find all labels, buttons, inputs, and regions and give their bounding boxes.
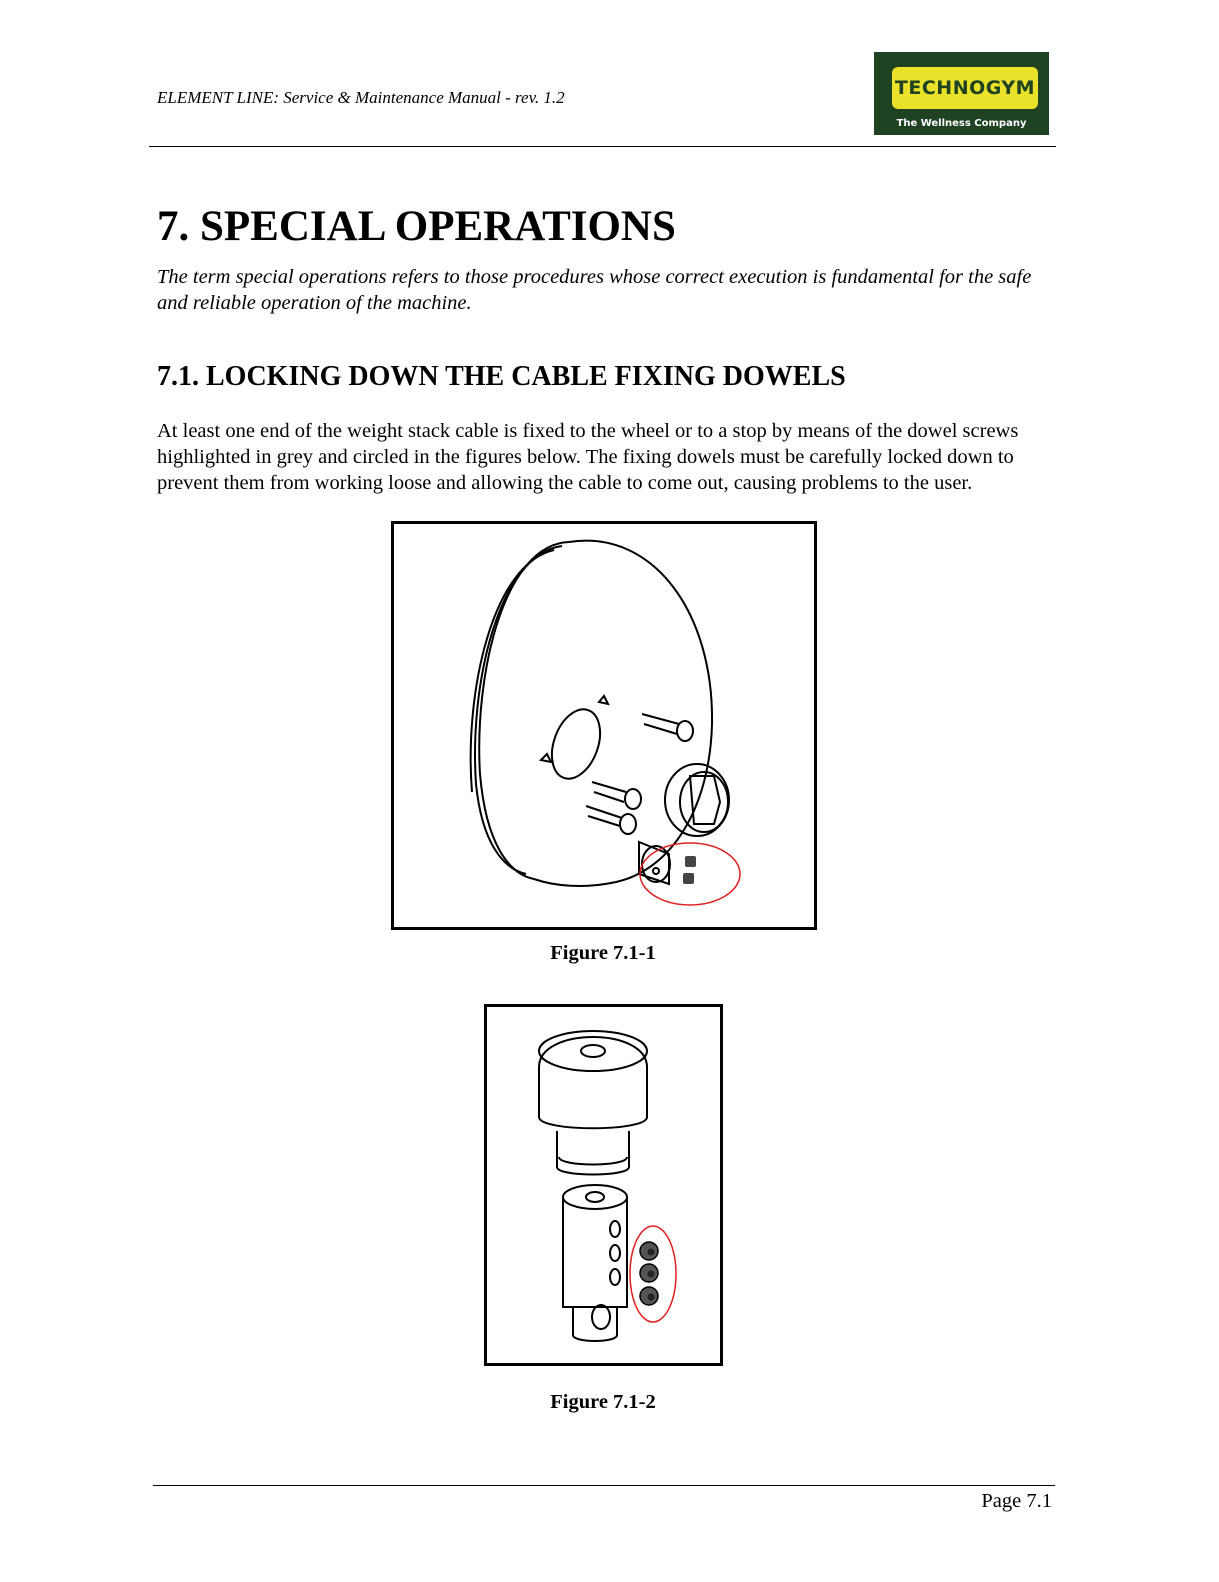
subsection-body: At least one end of the weight stack cable is fixed to the wheel or to a stop by means of the dowel screws highlighted in grey and circled in the figures below. The fixing dowels must be carefully locked down to prevent them from working loose and allowing the cable to come out, causing problems to the user.	[157, 420, 1019, 494]
page-number: Page 7.1	[981, 1490, 1052, 1512]
figure-1-frame	[391, 521, 817, 930]
section-intro: The term special operations refers to those procedures whose correct execution is fundamental for the safe and reliable operation of the machine.	[157, 266, 1032, 314]
subsection-heading: 7.1. LOCKING DOWN THE CABLE FIXING DOWELS	[157, 361, 846, 392]
logo-badge	[892, 67, 1038, 109]
header-title: ELEMENT LINE: Service & Maintenance Manual - rev. 1.2	[157, 88, 565, 107]
figure-1-caption: Figure 7.1-1	[550, 942, 656, 964]
logo-tagline: The Wellness Company	[896, 118, 1027, 129]
figure-2-frame	[484, 1004, 723, 1366]
wheel-illustration	[394, 524, 814, 927]
technogym-logo	[874, 52, 1049, 135]
stop-illustration	[487, 1007, 720, 1363]
footer-divider	[153, 1485, 1055, 1486]
header-divider	[149, 146, 1056, 147]
logo-brand: TECHNOGYM	[894, 77, 1036, 99]
figure-2-caption: Figure 7.1-2	[550, 1391, 656, 1413]
section-heading: 7. SPECIAL OPERATIONS	[157, 203, 676, 250]
